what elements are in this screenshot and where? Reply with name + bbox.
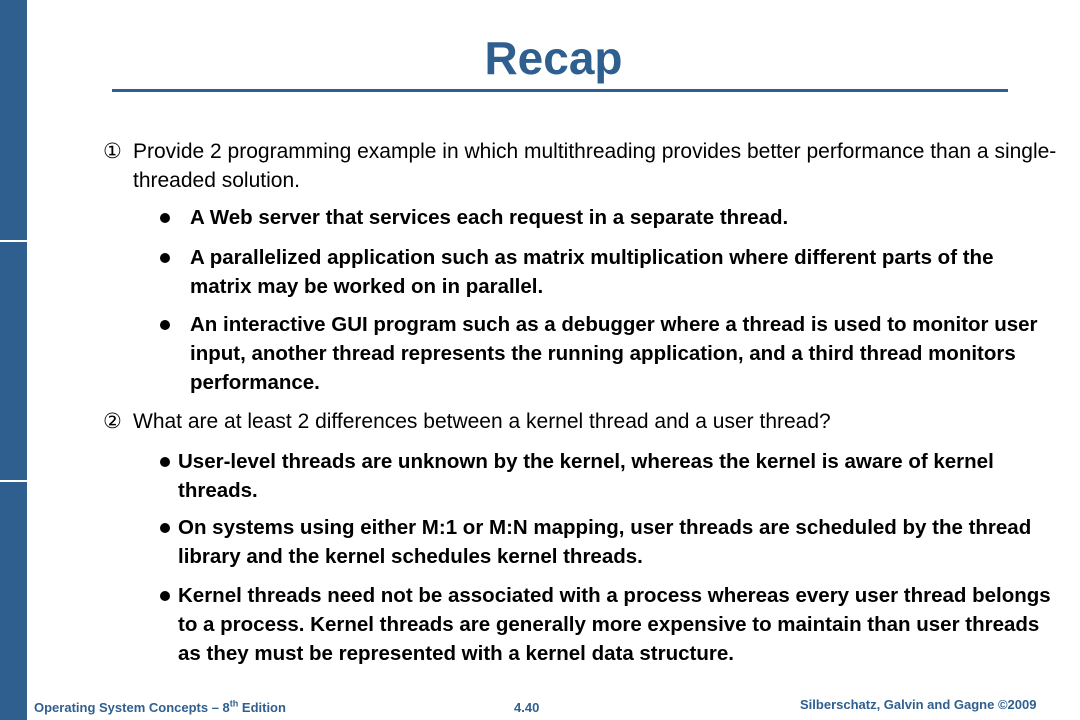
question-1-text: Provide 2 programming example in which multithreading provides better performance than a single-threaded solution.: [133, 140, 1057, 192]
bullet-dot: [160, 320, 170, 330]
q1-bullet-3: [160, 310, 1060, 397]
footer-book-prefix: Operating System Concepts – 8: [34, 700, 230, 715]
question-1: [103, 137, 1063, 195]
question-2-text: What are at least 2 differences between a kernel thread and a user thread?: [133, 410, 831, 433]
q1-bullet-1-text: A Web server that services each request in a separate thread.: [190, 206, 789, 229]
q1-bullet-3-text: An interactive GUI program such as a debugger where a thread is used to monitor user input, another thread represents the running application, and a third thread monitors performance.: [190, 313, 1038, 394]
bullet-dot: [160, 253, 170, 263]
q2-bullet-2: [160, 513, 1060, 571]
footer-book-sup: th: [229, 698, 239, 709]
q1-bullet-2: [160, 243, 1060, 301]
q2-bullet-2-text: On systems using either M:1 or M:N mapping, user threads are scheduled by the thread library and the kernel schedules kernel threads.: [178, 516, 1032, 568]
footer-authors: Silberschatz, Galvin and Gagne ©2009: [800, 697, 1037, 712]
q2-bullet-3-text: Kernel threads need not be associated with a process whereas every user thread belongs to a process. Kernel threads are generally more expensive to maintain than user threads as they must be represented with a kernel data structure.: [178, 584, 1051, 665]
slide-title: Recap: [484, 32, 623, 84]
question-1-marker: ①: [103, 139, 122, 163]
q1-bullet-1: [160, 203, 1060, 232]
bullet-dot: [160, 213, 170, 223]
bullet-dot: [160, 457, 170, 467]
footer-book-title: [34, 700, 286, 716]
q2-bullet-3: [160, 581, 1060, 668]
question-2: [103, 407, 1063, 436]
q1-bullet-2-text: A parallelized application such as matrix multiplication where different parts of the matrix may be worked on in parallel.: [190, 246, 994, 298]
footer-page-number: 4.40: [514, 700, 540, 715]
footer-book-suffix: Edition: [238, 700, 286, 715]
side-bar-divider: [0, 240, 27, 242]
question-2-marker: ②: [103, 409, 122, 433]
q2-bullet-1-text: User-level threads are unknown by the kernel, whereas the kernel is aware of kernel threads.: [178, 450, 994, 502]
q2-bullet-1: [160, 447, 1060, 505]
side-bar-divider: [0, 480, 27, 482]
title-rule: [112, 89, 1008, 92]
side-bar: [0, 0, 27, 720]
bullet-dot: [160, 523, 170, 533]
bullet-dot: [160, 591, 170, 601]
